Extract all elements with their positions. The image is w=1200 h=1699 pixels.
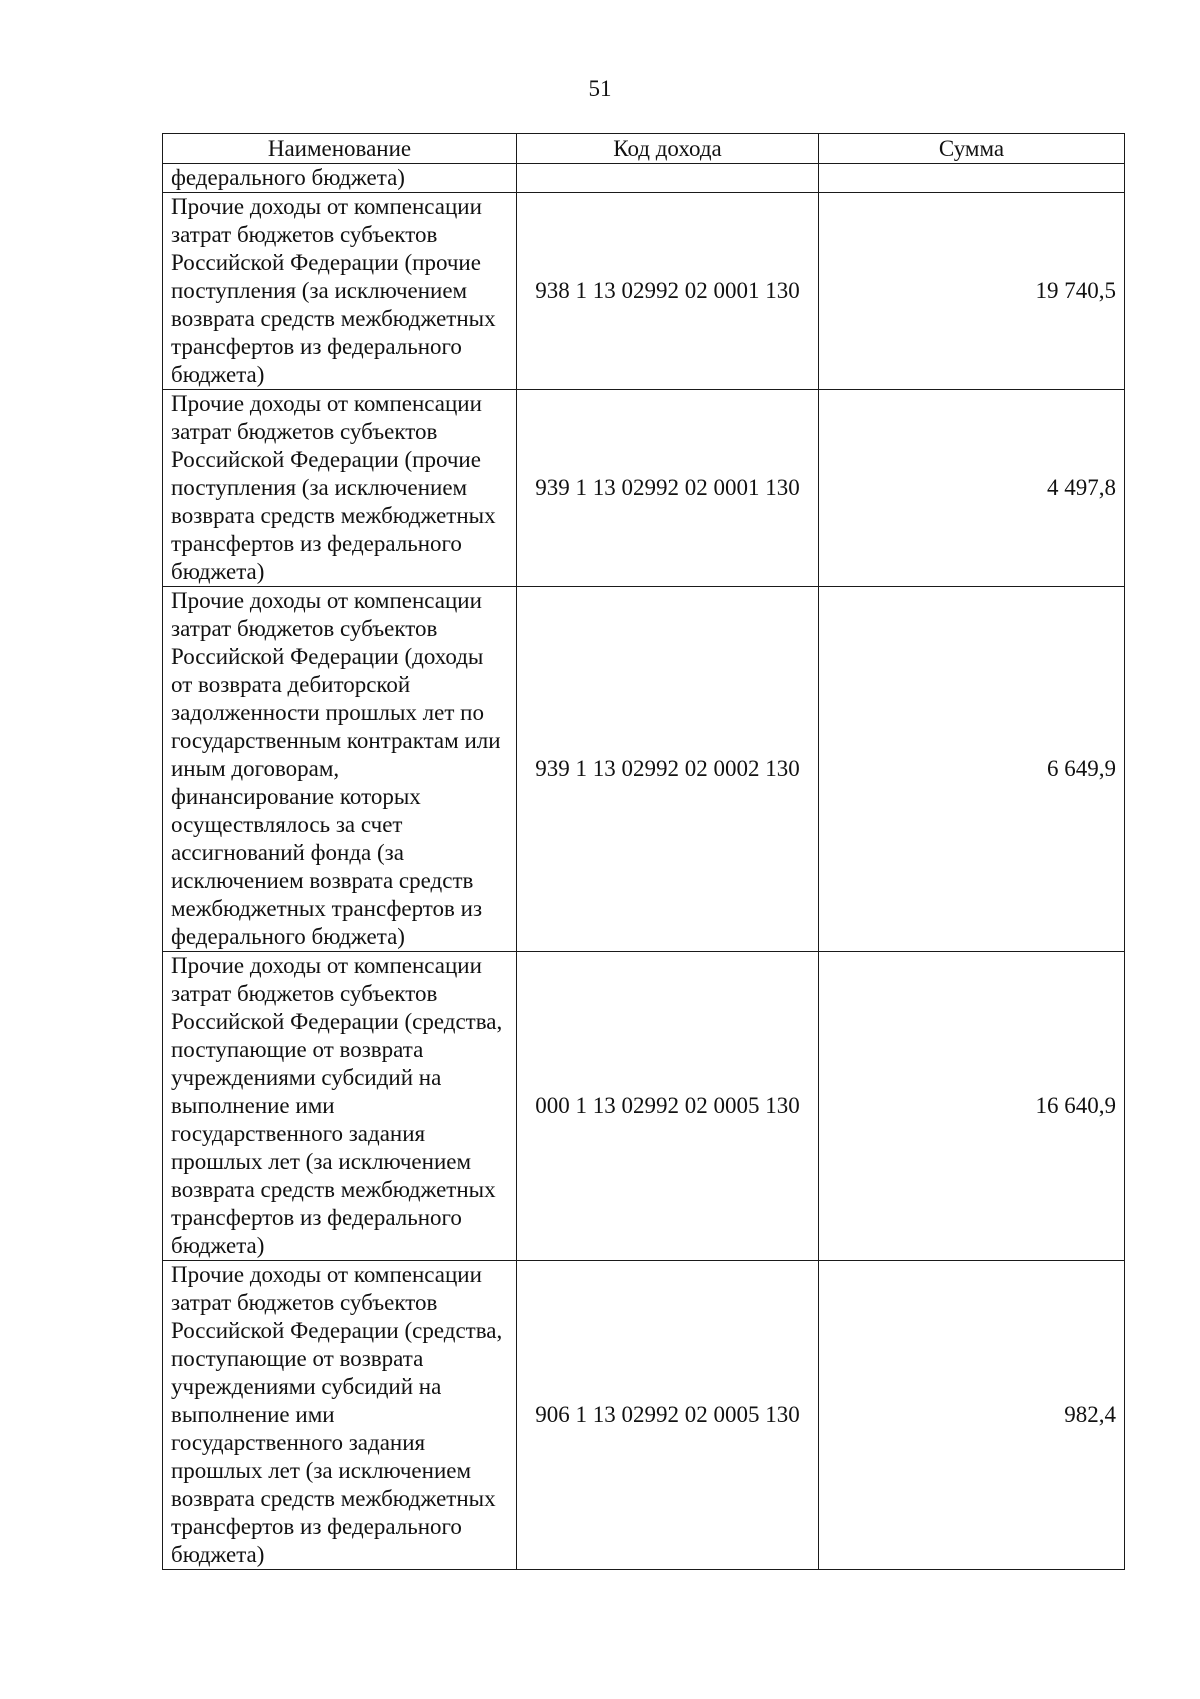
cell-name: Прочие доходы от компенсации затрат бюджетов субъектов Российской Федерации (средства, поступающие от возврата учреждениями субсидий на выполнение ими государственного задания прошлых лет (за исключением возврата средств межбюджетных трансфертов из федерального бюджета) <box>163 952 517 1261</box>
cell-sum: 6 649,9 <box>819 587 1125 952</box>
cell-name: федерального бюджета) <box>163 164 517 193</box>
cell-sum: 982,4 <box>819 1261 1125 1570</box>
cell-name: Прочие доходы от компенсации затрат бюджетов субъектов Российской Федерации (прочие поступления (за исключением возврата средств межбюджетных трансфертов из федерального бюджета) <box>163 390 517 587</box>
table-row <box>163 952 1125 1261</box>
cell-code: 938 1 13 02992 02 0001 130 <box>517 193 819 390</box>
header-sum: Сумма <box>819 134 1125 164</box>
table-row-continuation <box>163 164 1125 193</box>
header-code: Код дохода <box>517 134 819 164</box>
cell-code: 939 1 13 02992 02 0001 130 <box>517 390 819 587</box>
page-number: 51 <box>588 76 612 101</box>
header-name: Наименование <box>163 134 517 164</box>
table-row <box>163 390 1125 587</box>
cell-sum <box>819 164 1125 193</box>
cell-sum: 19 740,5 <box>819 193 1125 390</box>
cell-sum: 4 497,8 <box>819 390 1125 587</box>
cell-code <box>517 164 819 193</box>
table-row <box>163 587 1125 952</box>
table-row <box>163 1261 1125 1570</box>
cell-code: 000 1 13 02992 02 0005 130 <box>517 952 819 1261</box>
revenue-table <box>162 133 1125 1570</box>
table-row <box>163 193 1125 390</box>
cell-name: Прочие доходы от компенсации затрат бюджетов субъектов Российской Федерации (средства, поступающие от возврата учреждениями субсидий на выполнение ими государственного задания прошлых лет (за исключением возврата средств межбюджетных трансфертов из федерального бюджета) <box>163 1261 517 1570</box>
cell-name: Прочие доходы от компенсации затрат бюджетов субъектов Российской Федерации (прочие поступления (за исключением возврата средств межбюджетных трансфертов из федерального бюджета) <box>163 193 517 390</box>
cell-name: Прочие доходы от компенсации затрат бюджетов субъектов Российской Федерации (доходы от возврата дебиторской задолженности прошлых лет по государственным контрактам или иным договорам, финансирование которых осуществлялось за счет ассигнований фонда (за исключением возврата средств межбюджетных трансфертов из федерального бюджета) <box>163 587 517 952</box>
cell-sum: 16 640,9 <box>819 952 1125 1261</box>
cell-code: 906 1 13 02992 02 0005 130 <box>517 1261 819 1570</box>
table-header-row <box>163 134 1125 164</box>
cell-code: 939 1 13 02992 02 0002 130 <box>517 587 819 952</box>
